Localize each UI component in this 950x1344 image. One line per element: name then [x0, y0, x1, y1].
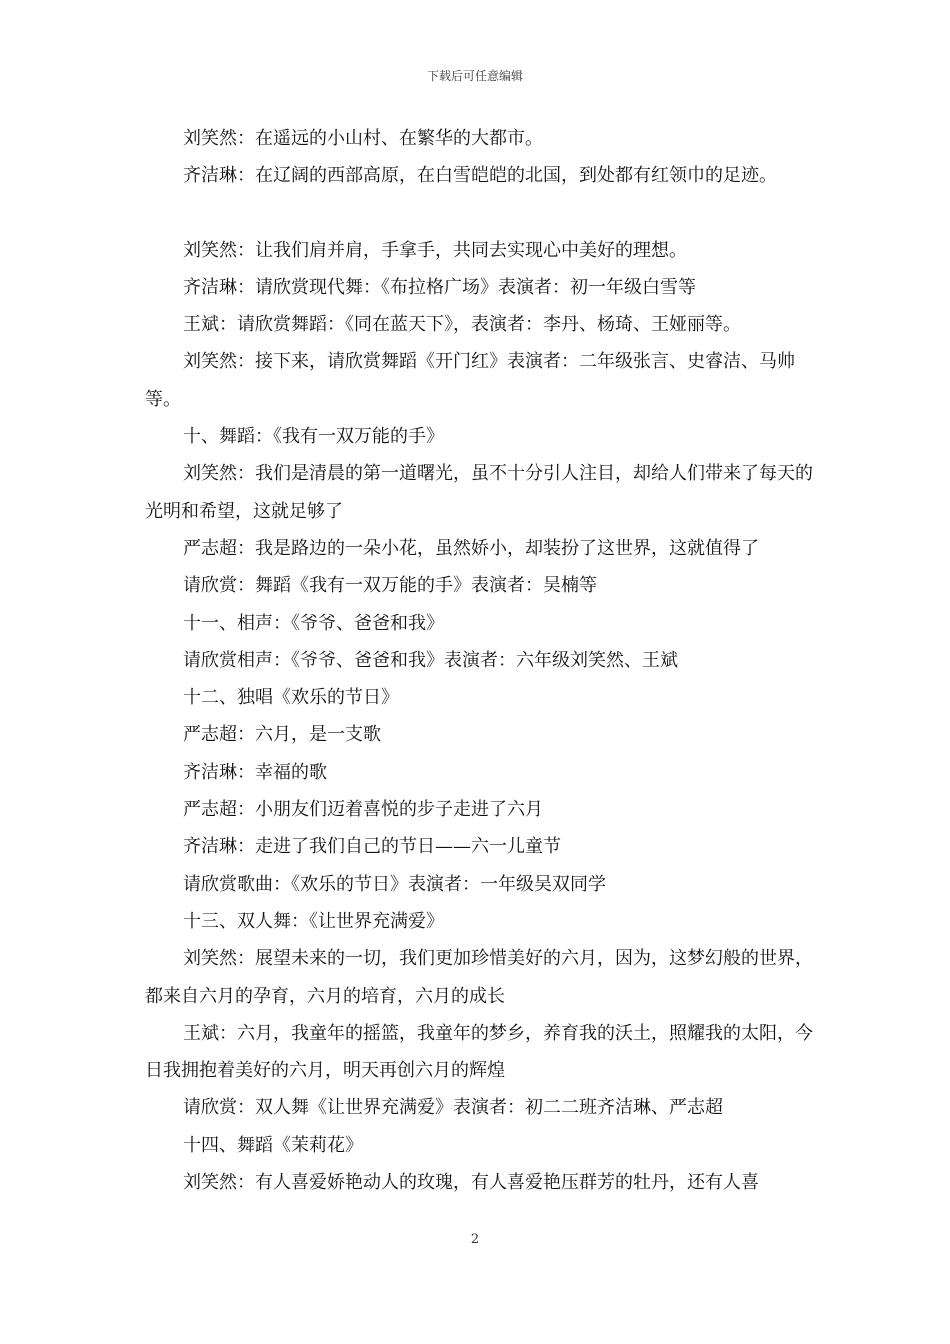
paragraph: 请欣赏歌曲：《欢乐的节日》表演者：一年级吴双同学	[183, 873, 606, 895]
page-header: 下载后可任意编辑	[426, 69, 523, 83]
paragraph: 请欣赏：舞蹈《我有一双万能的手》表演者：吴楠等	[183, 575, 597, 597]
paragraph: 齐洁琳：在辽阔的西部高原，在白雪皑皑的北国，到处都有红领巾的足迹。	[183, 165, 777, 187]
paragraph: 齐洁琳：幸福的歌	[183, 761, 327, 783]
section-heading: 十二、独唱《欢乐的节日》	[183, 687, 399, 709]
paragraph: 刘笑然：接下来，请欣赏舞蹈《开门红》表演者：二年级张言、史睿洁、马帅等。	[145, 351, 795, 410]
paragraph: 请欣赏：双人舞《让世界充满爱》表演者：初二二班齐洁琳、严志超	[183, 1097, 723, 1119]
paragraph: 严志超：小朋友们迈着喜悦的步子走进了六月	[183, 799, 543, 821]
section-heading: 十三、双人舞：《让世界充满爱》	[183, 910, 444, 932]
paragraph: 齐洁琳：走进了我们自己的节日——六一儿童节	[183, 836, 561, 858]
paragraph: 刘笑然：让我们肩并肩，手拿手，共同去实现心中美好的理想。	[183, 239, 687, 261]
blank-line	[145, 195, 815, 232]
paragraph: 请欣赏相声：《爷爷、爸爸和我》表演者：六年级刘笑然、王斌	[183, 649, 678, 671]
section-heading: 十一、相声：《爷爷、爸爸和我》	[183, 612, 444, 634]
paragraph: 严志超：我是路边的一朵小花，虽然娇小，却装扮了这世界，这就值得了	[183, 537, 759, 559]
paragraph: 王斌：请欣赏舞蹈：《同在蓝天下》，表演者：李丹、杨琦、王娅丽等。	[183, 314, 741, 336]
page-number: 2	[470, 1232, 480, 1247]
paragraph: 齐洁琳：请欣赏现代舞：《布拉格广场》表演者：初一年级白雪等	[183, 276, 696, 298]
paragraph: 刘笑然：在遥远的小山村、在繁华的大都市。	[183, 128, 543, 149]
section-heading: 十四、舞蹈《茉莉花》	[183, 1134, 363, 1156]
document-body	[145, 120, 815, 1201]
paragraph: 刘笑然：有人喜爱娇艳动人的玫瑰，有人喜爱艳压群芳的牡丹，还有人喜	[183, 1172, 759, 1194]
paragraph: 严志超：六月，是一支歌	[183, 724, 381, 746]
paragraph: 刘笑然：我们是清晨的第一道曙光，虽不十分引人注目，却给人们带来了每天的光明和希望，这就足够了	[145, 463, 813, 522]
paragraph: 刘笑然：展望未来的一切，我们更加珍惜美好的六月，因为，这梦幻般的世界，都来自六月的孕育，六月的培育，六月的成长	[145, 948, 813, 1007]
paragraph: 王斌：六月，我童年的摇篮，我童年的梦乡，养育我的沃土，照耀我的太阳，今日我拥抱着美好的六月，明天再创六月的辉煌	[145, 1022, 813, 1082]
section-heading: 十、舞蹈：《我有一双万能的手》	[183, 426, 444, 448]
